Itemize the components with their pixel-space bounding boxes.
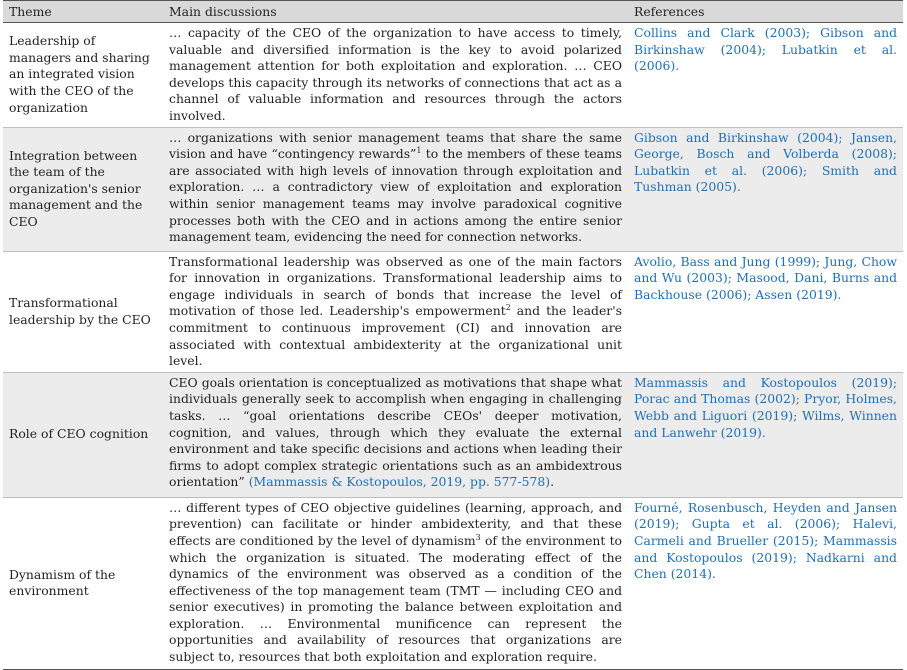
theme-cell: Transformational leadership by the CEO xyxy=(3,251,163,372)
discussion-cell xyxy=(163,497,628,669)
discussion-text: to the members of these teams are associated with high levels of innovation through exploitation and exploration. … a contradictory view of exploitation and exploration within senior management teams may involve paradoxical cognitive processes both with the CEO and in actions among the entire senior management team, evidencing the need for connection networks. xyxy=(169,146,622,245)
footnote-marker: 1 xyxy=(416,146,422,156)
theme-cell: Role of CEO cognition xyxy=(3,372,163,497)
table-row xyxy=(3,23,903,128)
discussion-cell xyxy=(163,372,628,497)
discussion-text: . xyxy=(550,474,555,490)
table-row xyxy=(3,251,903,372)
footnote-marker: 3 xyxy=(475,532,481,542)
citation-link[interactable]: (Mammassis & Kostopoulos, 2019, pp. 577-578) xyxy=(248,474,551,490)
discussion-cell xyxy=(163,127,628,251)
references-cell[interactable]: Collins and Clark (2003); Gibson and Birkinshaw (2004); Lubatkin et al. (2006). xyxy=(628,23,903,128)
discussion-text: … organizations with senior management teams that share the same vision and have “contingency rewards” xyxy=(169,129,622,162)
header-references: References xyxy=(628,1,903,23)
literature-table xyxy=(3,0,903,670)
discussion-text: Transformational leadership was observed as one of the main factors for innovation in organizations. Transformational leadership aims to engage individuals in search of bonds that increase the level of motivation of those led. Leadership's empowerment xyxy=(169,253,622,319)
discussion-cell: … capacity of the CEO of the organization to have access to timely, valuable and diversified information is the key to avoid polarized management attention for both exploitation and exploration. … CEO develops this capacity through its networks of connections that act as a channel of valuable information and resources through the actors involved. xyxy=(163,23,628,128)
references-cell[interactable]: Fourné, Rosenbusch, Heyden and Jansen (2019); Gupta et al. (2006); Halevi, Carmeli and Brueller (2015); Mammassis and Kostopoulos (2019); Nadkarni and Chen (2014). xyxy=(628,497,903,669)
header-theme: Theme xyxy=(3,1,163,23)
theme-cell: Integration between the team of the organization's senior management and the CEO xyxy=(3,127,163,251)
table-row xyxy=(3,127,903,251)
theme-cell: Dynamism of the environment xyxy=(3,497,163,669)
references-cell[interactable]: Gibson and Birkinshaw (2004); Jansen, George, Bosch and Volberda (2008); Lubatkin et al. (2006); Smith and Tushman (2005). xyxy=(628,127,903,251)
references-cell[interactable]: Mammassis and Kostopoulos (2019); Porac and Thomas (2002); Pryor, Holmes, Webb and Liguori (2019); Wilms, Winnen and Lanwehr (2019). xyxy=(628,372,903,497)
discussion-text: of the environment to which the organization is situated. The moderating effect of the dynamics of the environment was observed as a condition of the effectiveness of the top management team (TMT — including CEO and senior executives) in promoting the balance between exploitation and exploration. … Environmental munificence can represent the opportunities and availability of resources that organizations are subject to, resources that both exploitation and exploration require. xyxy=(169,532,623,665)
theme-cell: Leadership of managers and sharing an integrated vision with the CEO of the organization xyxy=(3,23,163,128)
discussion-text: … different types of CEO objective guidelines (learning, approach, and prevention) can facilitate or hinder ambidexterity, and that these effects are conditioned by the level of dynamism xyxy=(169,499,622,548)
references-cell[interactable]: Avolio, Bass and Jung (1999); Jung, Chow and Wu (2003); Masood, Dani, Burns and Backhouse (2006); Assen (2019). xyxy=(628,251,903,372)
header-row xyxy=(3,1,903,23)
table-row xyxy=(3,372,903,497)
table-row xyxy=(3,497,903,669)
discussion-text: CEO goals orientation is conceptualized as motivations that shape what individuals generally seek to accomplish when engaging in challenging tasks. … “goal orientations describe CEOs' deeper motivation, cognition, and values, through which they evaluate the external environment and take specific decisions and actions when leading their firms to adopt complex strategic orientations such as an ambidextrous orientation” xyxy=(169,374,622,490)
header-main-discussions: Main discussions xyxy=(163,1,628,23)
discussion-text: and the leader's commitment to continuous improvement (CI) and innovation are associated with contextual ambidexterity at the organizational unit level. xyxy=(169,303,622,369)
footnote-marker: 2 xyxy=(505,303,511,313)
discussion-cell xyxy=(163,251,628,372)
